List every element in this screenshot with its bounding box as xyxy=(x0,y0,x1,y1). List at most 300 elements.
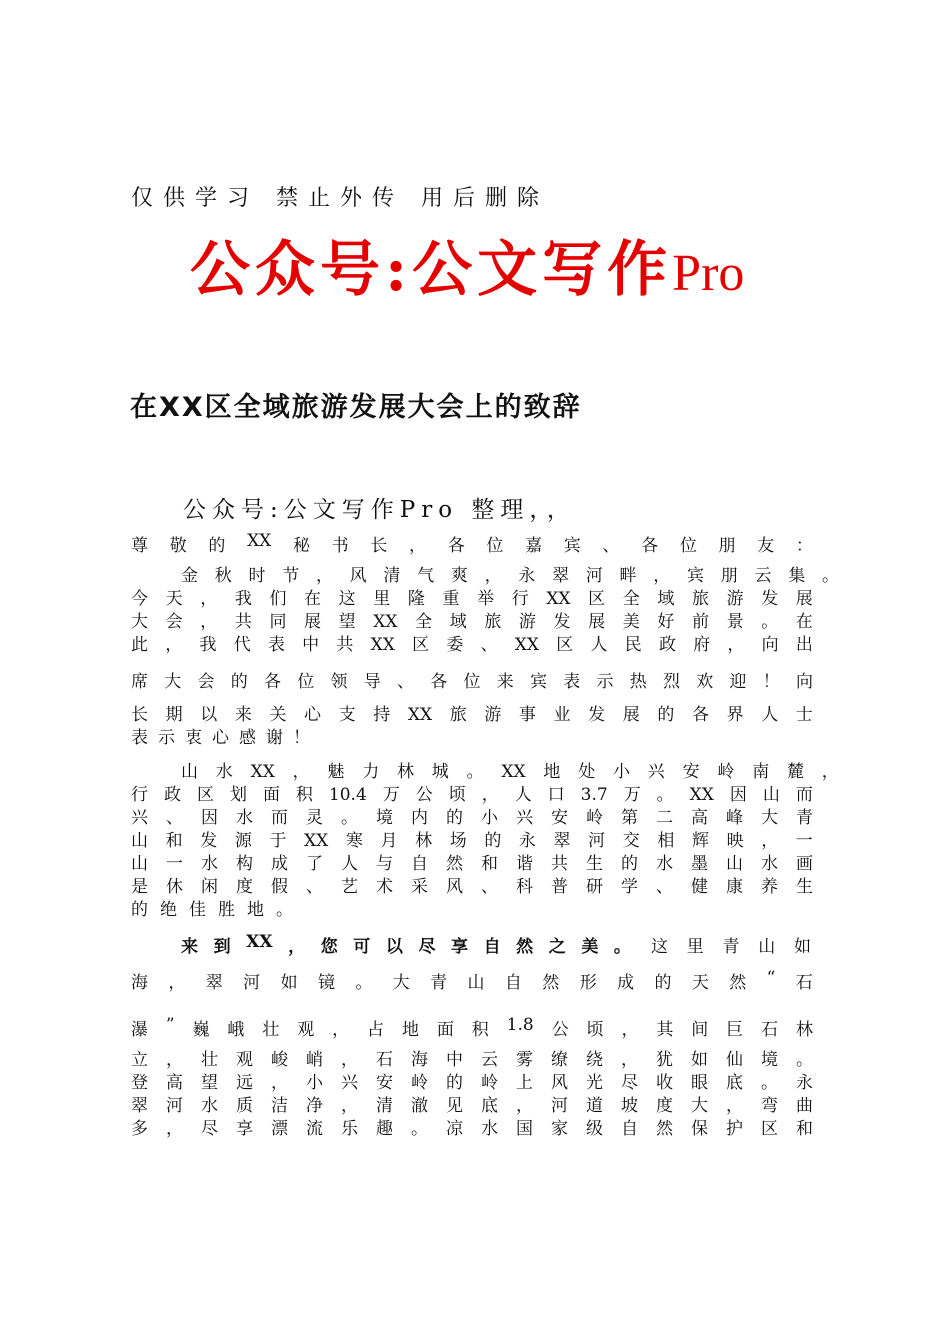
text-line xyxy=(131,761,839,784)
glyph: 敬 xyxy=(169,536,187,556)
glyph: 相 xyxy=(657,831,675,851)
glyph: 顷 xyxy=(448,785,466,805)
glyph: 、 xyxy=(397,672,414,692)
glyph: 学 xyxy=(621,877,638,897)
paragraph-3-rest xyxy=(131,1049,813,1141)
glyph: XX xyxy=(250,762,275,782)
glyph: 此 xyxy=(131,635,148,655)
glyph: 度 xyxy=(236,877,253,897)
glyph: 、 xyxy=(480,635,498,655)
glyph: 政 xyxy=(658,635,676,655)
glyph: 山 xyxy=(726,854,743,874)
glyph: 然 xyxy=(729,973,747,993)
text-line xyxy=(131,830,813,853)
glyph: 月 xyxy=(380,831,398,851)
glyph: 山 xyxy=(131,854,148,874)
glyph: 风 xyxy=(551,1073,568,1093)
glyph: 如 xyxy=(691,1050,708,1070)
glyph: 健 xyxy=(691,877,708,897)
glyph: 书 xyxy=(331,536,349,556)
document-subhead: 公众号:公文写作Pro 整理，， xyxy=(183,497,576,523)
text-line xyxy=(131,1095,813,1118)
paragraph-2 xyxy=(131,761,839,922)
glyph: 麓 xyxy=(786,762,804,782)
glyph: 万 xyxy=(382,785,400,805)
glyph: 小 xyxy=(306,1073,323,1093)
glyph: 林 xyxy=(795,1020,813,1040)
glyph: 中 xyxy=(446,1050,463,1070)
glyph: 山 xyxy=(762,785,780,805)
glyph: 河 xyxy=(166,1096,183,1116)
glyph: 水 xyxy=(201,1096,218,1116)
glyph: 闲 xyxy=(201,877,218,897)
glyph: 云 xyxy=(754,566,772,586)
glyph: 海 xyxy=(411,1050,428,1070)
glyph: 翠 xyxy=(131,1096,148,1116)
glyph: 翠 xyxy=(553,831,571,851)
text-line xyxy=(131,611,813,634)
glyph: 位 xyxy=(463,672,481,692)
glyph: 曲 xyxy=(796,1096,813,1116)
glyph: 顷 xyxy=(586,1020,604,1040)
glyph: 质 xyxy=(236,1096,253,1116)
glyph: ， xyxy=(726,1096,743,1116)
glyph: 游 xyxy=(518,612,536,632)
glyph: 洁 xyxy=(271,1096,288,1116)
glyph: 然 xyxy=(446,854,463,874)
glyph: 发 xyxy=(200,831,218,851)
glyph: 林 xyxy=(415,831,433,851)
glyph: 全 xyxy=(415,612,433,632)
glyph: 的 xyxy=(657,705,675,725)
glyph: 一 xyxy=(166,854,183,874)
glyph: 这 xyxy=(651,937,668,957)
glyph: 朋 xyxy=(718,536,736,556)
text-line xyxy=(131,565,839,588)
glyph: 会 xyxy=(165,612,183,632)
glyph: 区 xyxy=(556,635,574,655)
glyph: 永 xyxy=(518,566,536,586)
glyph: 大 xyxy=(761,808,778,828)
glyph: 林 xyxy=(397,762,414,782)
glyph: 构 xyxy=(236,854,253,874)
glyph: 大 xyxy=(131,612,148,632)
glyph: 自 xyxy=(483,937,501,957)
glyph: ， xyxy=(481,785,499,805)
glyph: 翠 xyxy=(552,566,570,586)
glyph: 长 xyxy=(131,705,148,725)
glyph: 乐 xyxy=(341,1119,358,1139)
glyph: 是 xyxy=(131,877,148,897)
glyph: 。 xyxy=(656,785,674,805)
text-line xyxy=(131,1118,813,1141)
glyph: 支 xyxy=(338,705,356,725)
glyph: 到 xyxy=(213,937,231,957)
glyph: 与 xyxy=(376,854,393,874)
glyph: 各 xyxy=(264,672,281,692)
glyph: 翠 xyxy=(205,973,223,993)
glyph: 界 xyxy=(726,705,744,725)
glyph: 兴 xyxy=(647,762,665,782)
glyph: 收 xyxy=(656,1073,673,1093)
glyph: 底 xyxy=(726,1073,743,1093)
glyph: 各 xyxy=(430,672,448,692)
glyph: 河 xyxy=(551,1096,568,1116)
glyph: 之 xyxy=(548,937,566,957)
glyph: 业 xyxy=(553,705,571,725)
glyph: 各 xyxy=(641,536,659,556)
glyph: 域 xyxy=(449,612,467,632)
glyph: 。 xyxy=(355,973,373,993)
glyph: 清 xyxy=(376,1096,393,1116)
glyph: 展 xyxy=(588,612,606,632)
glyph: ， xyxy=(315,566,333,586)
glyph: 前 xyxy=(691,612,709,632)
glyph: 镜 xyxy=(317,973,335,993)
glyph: 展 xyxy=(795,589,813,609)
glyph: 源 xyxy=(234,831,252,851)
glyph: ， xyxy=(621,1020,639,1040)
glyph: 地 xyxy=(401,1020,419,1040)
glyph: 我 xyxy=(199,635,217,655)
glyph: 享 xyxy=(451,937,469,957)
glyph: 境 xyxy=(761,1050,778,1070)
glyph: 高 xyxy=(166,1073,183,1093)
glyph: 和 xyxy=(796,1119,813,1139)
glyph: 代 xyxy=(233,635,251,655)
glyph: 士 xyxy=(795,705,813,725)
glyph: 安 xyxy=(551,808,568,828)
glyph: 以 xyxy=(385,937,403,957)
paragraph-3-line2 xyxy=(131,968,813,993)
glyph: 的 xyxy=(654,973,672,993)
glyph: 表 xyxy=(267,635,285,655)
glyph: 澈 xyxy=(411,1096,428,1116)
glyph: 净 xyxy=(306,1096,323,1116)
glyph: 二 xyxy=(656,808,673,828)
glyph: 朋 xyxy=(720,566,738,586)
glyph: 而 xyxy=(795,785,813,805)
text-line xyxy=(131,968,813,993)
glyph: 南 xyxy=(752,762,770,782)
glyph: 漂 xyxy=(271,1119,288,1139)
glyph: 青 xyxy=(430,973,448,993)
glyph: 河 xyxy=(243,973,261,993)
glyph: ， xyxy=(332,1020,350,1040)
glyph: 石 xyxy=(376,1050,393,1070)
glyph: 旅 xyxy=(484,612,502,632)
glyph: 来 xyxy=(234,705,252,725)
glyph: 场 xyxy=(449,831,467,851)
glyph: 安 xyxy=(682,762,700,782)
glyph: 公 xyxy=(415,785,433,805)
glyph: 以 xyxy=(200,705,218,725)
glyph: ， xyxy=(409,536,427,556)
glyph: 行 xyxy=(131,785,148,805)
glyph: 巨 xyxy=(726,1020,744,1040)
glyph: 康 xyxy=(726,877,743,897)
text-line xyxy=(131,667,813,692)
glyph: 壮 xyxy=(201,1050,218,1070)
glyph: 清 xyxy=(383,566,401,586)
glyph: 永 xyxy=(796,1073,813,1093)
glyph: 烈 xyxy=(663,672,680,692)
glyph: ， xyxy=(727,635,745,655)
glyph: 高 xyxy=(691,808,708,828)
glyph: 事 xyxy=(518,705,536,725)
glyph: ， xyxy=(653,566,671,586)
glyph: 占 xyxy=(367,1020,385,1040)
glyph: 区 xyxy=(412,635,430,655)
glyph: 瀑 xyxy=(131,1020,148,1040)
glyph: 岭 xyxy=(411,1073,428,1093)
glyph: 中 xyxy=(302,635,320,655)
glyph: 大 xyxy=(164,672,182,692)
glyph: 向 xyxy=(796,672,813,692)
glyph: 青 xyxy=(796,808,813,828)
glyph: 位 xyxy=(679,536,697,556)
glyph: ， xyxy=(821,762,839,782)
glyph: 峻 xyxy=(271,1050,288,1070)
glyph: 大 xyxy=(691,1096,708,1116)
glyph: 艺 xyxy=(341,877,358,897)
glyph: 区 xyxy=(588,589,606,609)
glyph: 里 xyxy=(686,937,704,957)
glyph: 10.4 xyxy=(328,785,367,805)
glyph: 远 xyxy=(236,1073,253,1093)
glyph: 水 xyxy=(481,1119,498,1139)
text-line xyxy=(131,1049,813,1072)
glyph: 。 xyxy=(761,612,779,632)
glyph: 我 xyxy=(234,589,252,609)
glyph: 金 xyxy=(181,566,198,586)
glyph: 家 xyxy=(551,1119,568,1139)
glyph: 魅 xyxy=(327,762,345,782)
glyph: 力 xyxy=(362,762,380,782)
glyph: 来 xyxy=(181,937,198,957)
glyph: 。 xyxy=(613,937,631,957)
glyph: 发 xyxy=(761,589,779,609)
glyph: 度 xyxy=(656,1096,673,1116)
glyph: 级 xyxy=(586,1119,603,1139)
glyph: 养 xyxy=(761,877,778,897)
glyph: 区 xyxy=(196,785,214,805)
glyph: 游 xyxy=(726,589,744,609)
glyph: 登 xyxy=(131,1073,148,1093)
glyph: 峰 xyxy=(726,808,743,828)
glyph: 然 xyxy=(516,937,534,957)
glyph: 集 xyxy=(788,566,806,586)
glyph: 持 xyxy=(373,705,391,725)
glyph: 、 xyxy=(481,877,498,897)
glyph: 山 xyxy=(758,937,776,957)
glyph: 雾 xyxy=(516,1050,533,1070)
glyph: 享 xyxy=(236,1119,253,1139)
glyph: 欢 xyxy=(696,672,714,692)
glyph: 自 xyxy=(411,854,428,874)
glyph: 峭 xyxy=(306,1050,323,1070)
glyph: 迎 xyxy=(729,672,747,692)
glyph: 道 xyxy=(586,1096,603,1116)
glyph: 各 xyxy=(447,536,465,556)
glyph: 位 xyxy=(297,672,315,692)
glyph: 望 xyxy=(201,1073,218,1093)
glyph: 水 xyxy=(656,854,673,874)
glyph: 内 xyxy=(411,808,428,828)
glyph: 青 xyxy=(722,937,740,957)
glyph: 水 xyxy=(215,762,233,782)
glyph: 区 xyxy=(761,1119,778,1139)
glyph: 旅 xyxy=(691,589,709,609)
usage-notice: 仅供学习 禁止外传 用后删除 xyxy=(131,186,549,211)
glyph: 寒 xyxy=(345,831,363,851)
glyph: 。 xyxy=(411,1119,428,1139)
glyph: XX xyxy=(689,785,714,805)
glyph: ， xyxy=(761,831,779,851)
glyph: 划 xyxy=(229,785,247,805)
glyph: 成 xyxy=(617,973,635,993)
glyph: 风 xyxy=(446,877,463,897)
glyph: 缭 xyxy=(551,1050,568,1070)
glyph: 共 xyxy=(336,635,354,655)
glyph: 峨 xyxy=(227,1020,245,1040)
glyph: 向 xyxy=(761,635,779,655)
glyph: 1.8 xyxy=(506,1015,534,1035)
glyph: 全 xyxy=(622,589,640,609)
glyph: 绕 xyxy=(586,1050,603,1070)
glyph: 上 xyxy=(516,1073,533,1093)
glyph: 宾 xyxy=(563,536,581,556)
glyph: ， xyxy=(484,566,502,586)
brand-name: 公众号:公文写作 xyxy=(190,235,673,305)
glyph: 人 xyxy=(341,854,358,874)
glyph: 巍 xyxy=(192,1020,210,1040)
glyph: 仙 xyxy=(726,1050,743,1070)
glyph: 映 xyxy=(726,831,744,851)
text-line xyxy=(131,634,813,657)
glyph: 出 xyxy=(795,635,813,655)
glyph: 府 xyxy=(693,635,711,655)
glyph: 面 xyxy=(436,1020,454,1040)
glyph: 。 xyxy=(341,808,358,828)
glyph: ” xyxy=(165,1015,175,1035)
text-line xyxy=(131,1015,813,1040)
paragraph-1-cont xyxy=(131,667,813,692)
glyph: ， xyxy=(166,1119,183,1139)
glyph: 谐 xyxy=(516,854,533,874)
glyph: 旅 xyxy=(449,705,467,725)
glyph: XX xyxy=(304,831,329,851)
glyph: 万 xyxy=(623,785,641,805)
glyph: 好 xyxy=(657,612,675,632)
glyph: 和 xyxy=(481,854,498,874)
glyph: 嘉 xyxy=(525,536,543,556)
glyph: 展 xyxy=(304,612,322,632)
glyph: 宾 xyxy=(687,566,705,586)
glyph: 、 xyxy=(166,808,183,828)
glyph: 发 xyxy=(588,705,606,725)
glyph: 科 xyxy=(516,877,533,897)
glyph: 示 xyxy=(596,672,614,692)
glyph: 处 xyxy=(578,762,596,782)
glyph: 观 xyxy=(297,1020,315,1040)
glyph: XX xyxy=(514,635,540,655)
glyph: XX xyxy=(407,705,433,725)
glyph: 自 xyxy=(504,973,522,993)
glyph: 石 xyxy=(795,973,813,993)
glyph: 境 xyxy=(376,808,393,828)
glyph: 壮 xyxy=(262,1020,280,1040)
glyph: 共 xyxy=(551,854,568,874)
glyph: ， xyxy=(271,1073,288,1093)
glyph: 安 xyxy=(376,1073,393,1093)
glyph: 的 xyxy=(208,536,226,556)
glyph: XX xyxy=(247,531,272,551)
paragraph-1 xyxy=(131,565,839,657)
text-line xyxy=(131,1072,813,1095)
glyph: 尽 xyxy=(621,1073,638,1093)
salutation-line xyxy=(131,531,813,556)
glyph: 心 xyxy=(304,705,322,725)
glyph: 您 xyxy=(320,937,338,957)
glyph: 的 xyxy=(230,672,248,692)
brand-suffix: Pro xyxy=(672,245,745,302)
glyph: 而 xyxy=(271,808,288,828)
glyph: 积 xyxy=(471,1020,489,1040)
glyph: 术 xyxy=(376,877,393,897)
glyph: 河 xyxy=(588,831,606,851)
glyph: 成 xyxy=(271,854,288,874)
glyph: 。 xyxy=(466,762,484,782)
text-line xyxy=(131,704,813,727)
glyph: 共 xyxy=(234,612,252,632)
glyph: 流 xyxy=(306,1119,323,1139)
glyph: XX xyxy=(370,635,395,655)
glyph: 观 xyxy=(236,1050,253,1070)
document-title: 在XX区全域旅游发展大会上的致辞 xyxy=(130,392,582,423)
glyph: 灵 xyxy=(306,808,323,828)
glyph: 天 xyxy=(165,589,183,609)
glyph: 形 xyxy=(579,973,597,993)
glyph: 普 xyxy=(551,877,568,897)
glyph: 天 xyxy=(691,973,709,993)
glyph: 岭 xyxy=(717,762,735,782)
glyph: 尽 xyxy=(418,937,436,957)
glyph: 永 xyxy=(518,831,536,851)
paragraph-3-line3 xyxy=(131,1015,813,1040)
glyph: 然 xyxy=(542,973,560,993)
glyph: 画 xyxy=(796,854,813,874)
glyph: 了 xyxy=(306,854,323,874)
glyph: 关 xyxy=(269,705,287,725)
brand-banner xyxy=(190,222,744,308)
glyph: 兴 xyxy=(341,1073,358,1093)
glyph: 望 xyxy=(338,612,356,632)
glyph: 气 xyxy=(417,566,435,586)
glyph: 发 xyxy=(553,612,571,632)
glyph: ， xyxy=(292,762,310,782)
glyph: ： xyxy=(795,536,813,556)
glyph: 景 xyxy=(726,612,744,632)
glyph: 人 xyxy=(514,785,532,805)
glyph: 畔 xyxy=(619,566,637,586)
glyph: 水 xyxy=(761,854,778,874)
glyph: 水 xyxy=(236,808,253,828)
glyph: 游 xyxy=(484,705,502,725)
glyph: ， xyxy=(200,612,218,632)
text-line xyxy=(131,876,813,899)
glyph: 人 xyxy=(590,635,608,655)
